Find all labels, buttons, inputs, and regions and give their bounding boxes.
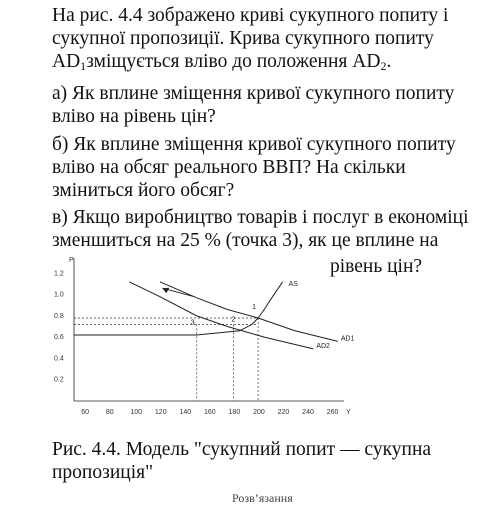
ad-as-chart (52, 256, 355, 424)
question-b-line-2: вліво на обсяг реального ВВП? На скільки (52, 157, 406, 178)
ad2-label: AD2 (316, 342, 330, 350)
x-axis-label: Y (346, 409, 351, 416)
question-c-line-1: в) Якщо виробництво товарів і послуг в економіці (52, 207, 469, 228)
figure-caption-line-1: Рис. 4.4. Модель "сукупний попит — сукупна (52, 439, 432, 460)
x-tick-label: 100 (130, 409, 143, 416)
chart-axes (74, 258, 344, 401)
x-tick-label: 220 (277, 409, 290, 416)
question-b-line-1: б) Як вплине зміщення кривої сукупного попиту (52, 134, 456, 155)
x-tick-label: 240 (302, 409, 314, 416)
question-b-line-3: зміниться його обсяг? (52, 180, 235, 201)
problem-line-3 (52, 50, 492, 78)
question-a-line-2: вліво на рівень цін? (52, 106, 216, 127)
y-axis-label: P (69, 257, 74, 264)
x-tick-label: 140 (179, 409, 192, 416)
x-tick-label: 120 (154, 409, 167, 416)
ad2-subscript: 2 (380, 59, 387, 73)
point-2-label: 2 (231, 316, 236, 324)
question-c-line-3: рівень цін? (330, 256, 423, 277)
figure-caption-line-2: пропозиція" (52, 462, 154, 483)
y-tick-label: 0.6 (54, 334, 64, 342)
point-1-label: 1 (252, 304, 256, 312)
chart-guides (74, 318, 258, 401)
ad1-subscript: 1 (80, 59, 87, 73)
chart-labels (54, 257, 355, 416)
problem-line-1: На рис. 4.4 зображено криві сукупного попиту і (52, 5, 449, 26)
as-label: AS (288, 280, 298, 288)
y-tick-label: 1.2 (54, 270, 64, 278)
x-tick-label: 80 (105, 409, 114, 416)
y-tick-label: 1.0 (54, 291, 64, 299)
y-tick-label: 0.4 (54, 355, 64, 363)
ad1-label: AD1 (340, 335, 355, 343)
shift-arrow-head (162, 288, 169, 294)
ad2-curve (129, 282, 313, 349)
ad1-label: AD (52, 51, 81, 72)
shift-text: зміщується вліво до положення AD (86, 51, 381, 72)
x-tick-label: 180 (228, 409, 241, 416)
question-c-line-2: зменшиться на 25 % (точка 3), як це вплине на (52, 230, 439, 251)
footer-fragment: Розв’язання (232, 491, 293, 505)
x-tick-label: 160 (204, 409, 216, 416)
y-tick-label: 0.2 (54, 376, 64, 384)
question-a-line-1: а) Як вплине зміщення кривої сукупного попиту (52, 83, 455, 104)
x-tick-label: 200 (253, 409, 265, 416)
x-tick-label: 260 (326, 409, 339, 416)
x-tick-label: 60 (81, 409, 90, 416)
period: . (386, 51, 392, 72)
point-3-label: 3 (190, 319, 195, 327)
chart-curves (74, 282, 338, 349)
problem-line-2: сукупної пропозиції. Крива сукупного попиту (52, 28, 434, 49)
y-tick-label: 0.8 (54, 312, 64, 320)
